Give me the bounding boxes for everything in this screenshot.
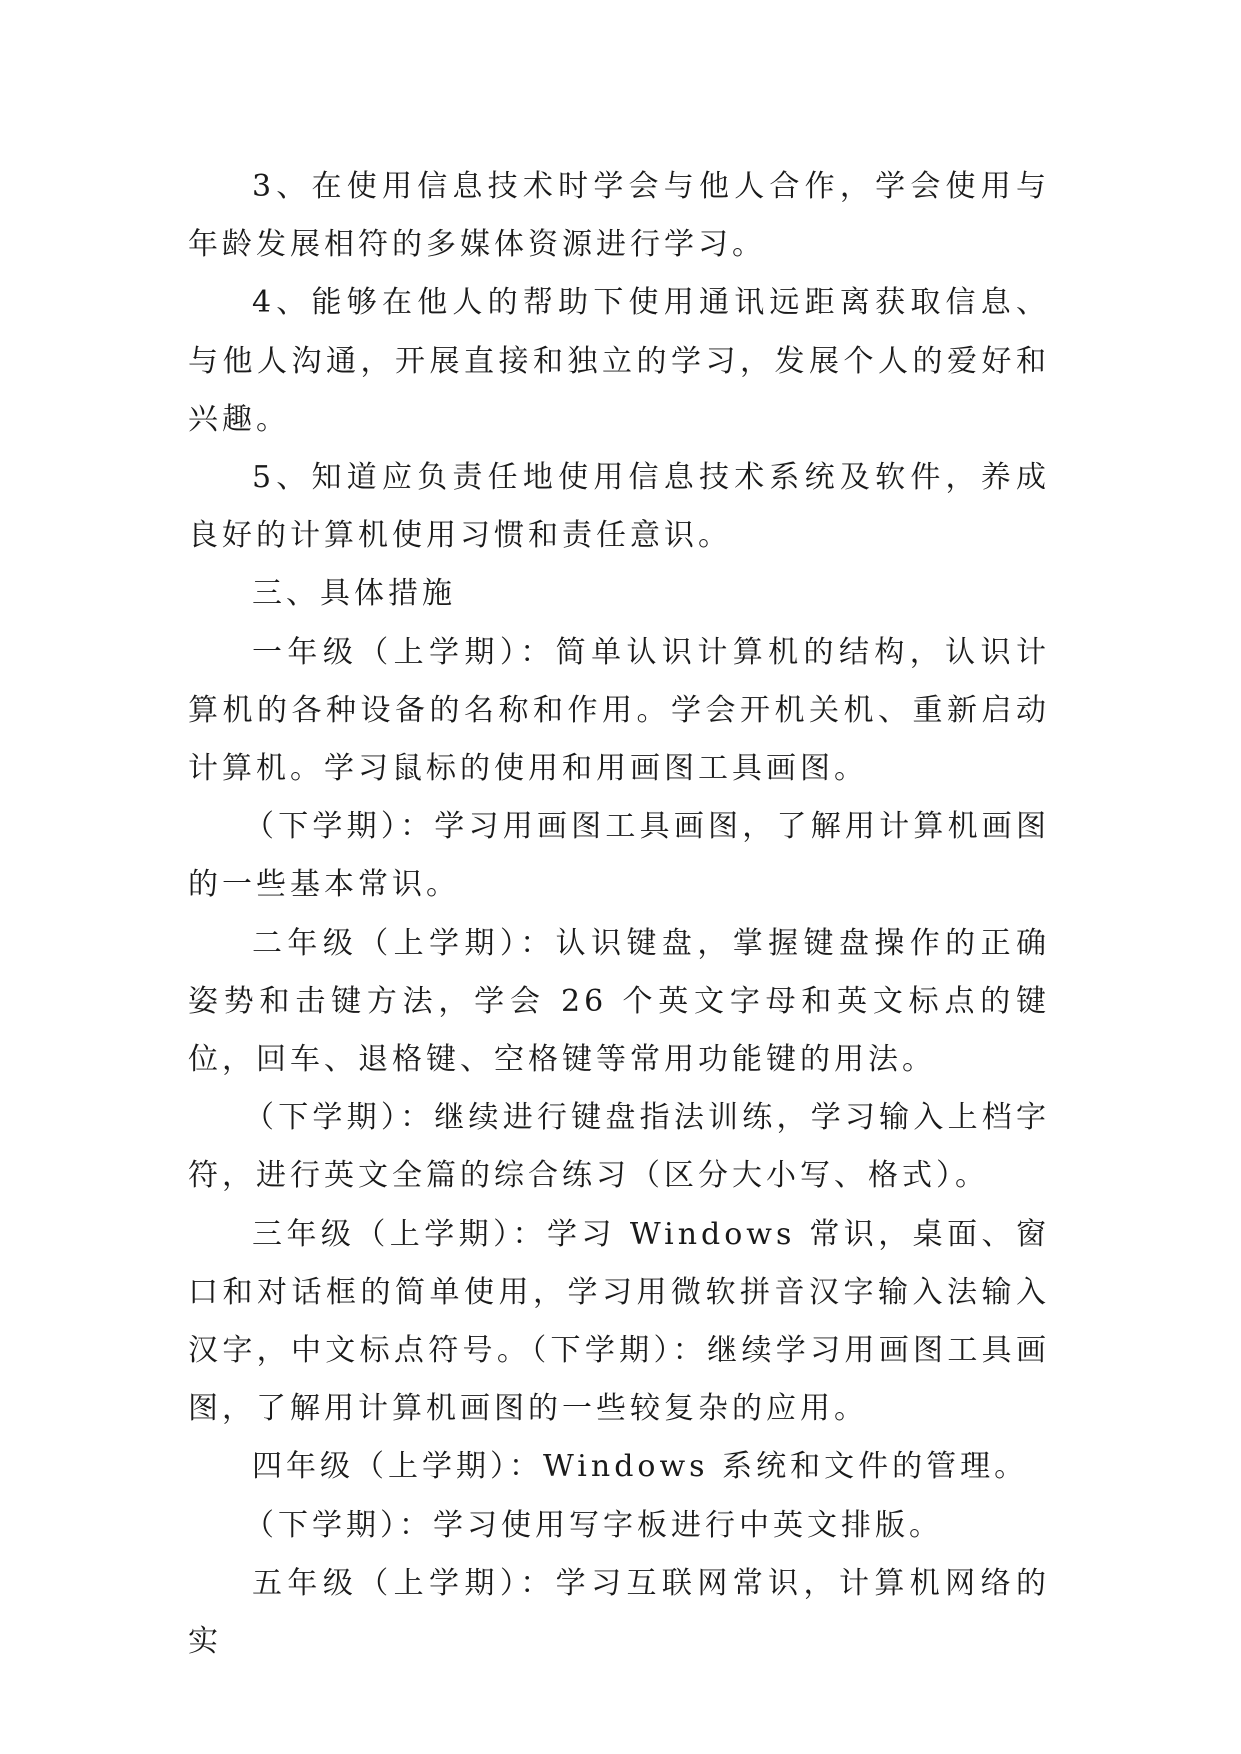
paragraph-goal-4: 4、能够在他人的帮助下使用通讯远距离获取信息、与他人沟通，开展直接和独立的学习，发展个人的爱好和兴趣。 (188, 285, 1050, 437)
paragraph-goal-5: 5、知道应负责任地使用信息技术系统及软件，养成良好的计算机使用习惯和责任意识。 (188, 460, 1050, 554)
paragraph-grade-1-first-term: 一年级（上学期）：简单认识计算机的结构，认识计算机的各种设备的名称和作用。学会开机关机、重新启动计算机。学习鼠标的使用和用画图工具画图。 (188, 634, 1050, 787)
paragraph-goal-3: 3、在使用信息技术时学会与他人合作，学会使用与年龄发展相符的多媒体资源进行学习。 (188, 169, 1050, 263)
paragraph-grade-2-second-term: （下学期）：继续进行键盘指法训练，学习输入上档字符，进行英文全篇的综合练习（区分大小写、格式）。 (188, 1100, 1050, 1194)
document-body (188, 158, 1050, 1671)
paragraph-grade-4-second-term: （下学期）：学习使用写字板进行中英文排版。 (244, 1507, 943, 1543)
section-heading-measures: 三、具体措施 (252, 576, 456, 612)
paragraph-grade-1-second-term: （下学期）：学习用画图工具画图，了解用计算机画图的一些基本常识。 (188, 809, 1050, 903)
paragraph-grade-4-first-term: 四年级（上学期）：Windows 系统和文件的管理。 (252, 1449, 1029, 1485)
paragraph-grade-3: 三年级（上学期）：学习 Windows 常识，桌面、窗口和对话框的简单使用，学习用微软拼音汉字输入法输入汉字，中文标点符号。（下学期）：继续学习用画图工具画图，了解用计算机画图的一些较复杂的应用。 (188, 1216, 1050, 1427)
paragraph-grade-2-first-term: 二年级（上学期）：认识键盘，掌握键盘操作的正确姿势和击键方法，学会 26 个英文字母和英文标点的键位，回车、退格键、空格键等常用功能键的用法。 (188, 925, 1050, 1078)
paragraph-grade-5-first-term: 五年级（上学期）：学习互联网常识，计算机网络的实 (188, 1565, 1050, 1660)
